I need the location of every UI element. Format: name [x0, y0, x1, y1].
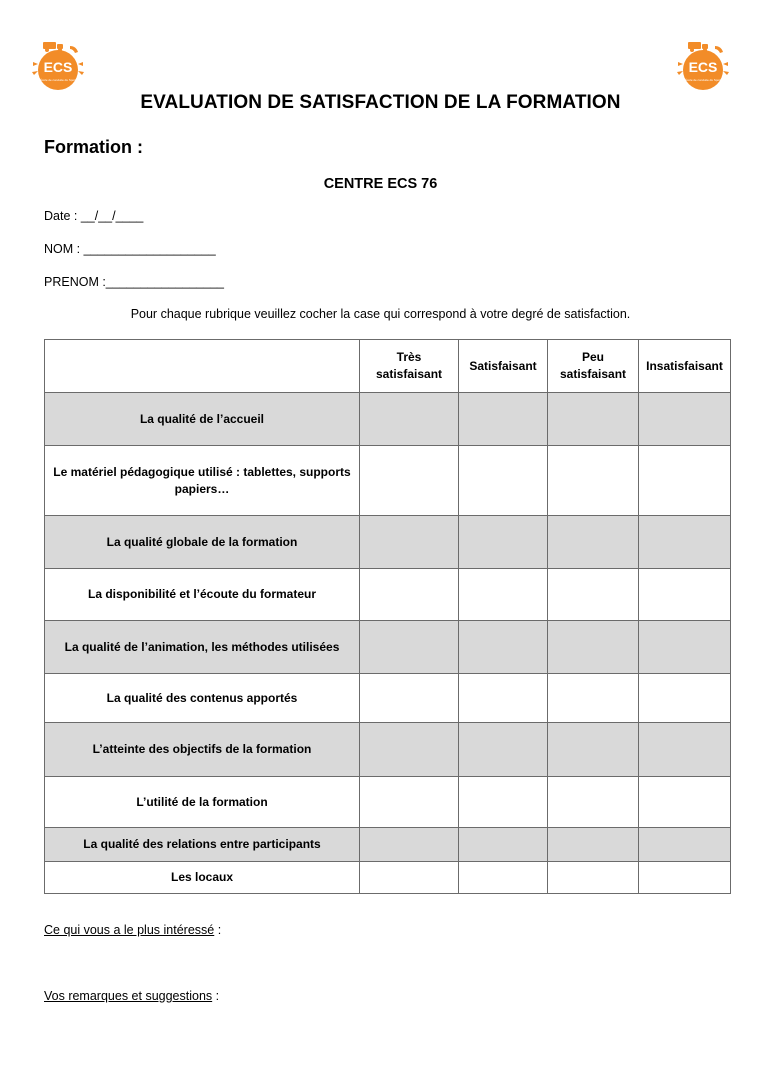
- checkbox-cell[interactable]: [639, 393, 731, 446]
- logo-tagline: École de conduite du Sport: [684, 78, 722, 82]
- centre-name: CENTRE ECS 76: [323, 176, 438, 192]
- row-label: La qualité de l’animation, les méthodes utilisées: [45, 621, 360, 674]
- date-field[interactable]: Date : __/__/____: [44, 209, 144, 223]
- table-row: [45, 828, 731, 862]
- nom-field[interactable]: NOM : ___________________: [44, 242, 216, 256]
- row-label: La qualité globale de la formation: [45, 516, 360, 569]
- checkbox-cell[interactable]: [360, 393, 459, 446]
- row-label: Le matériel pédagogique utilisé : tablettes, supports papiers…: [45, 446, 360, 516]
- header-peu-satisfaisant: Peu satisfaisant: [548, 340, 639, 393]
- ecs-logo-right: [675, 40, 731, 92]
- checkbox-cell[interactable]: [360, 446, 459, 516]
- checkbox-cell[interactable]: [548, 569, 639, 621]
- checkbox-cell[interactable]: [639, 862, 731, 894]
- header-insatisfaisant: Insatisfaisant: [639, 340, 731, 393]
- checkbox-cell[interactable]: [459, 674, 548, 723]
- checkbox-cell[interactable]: [639, 621, 731, 674]
- checkbox-cell[interactable]: [548, 674, 639, 723]
- checkbox-cell[interactable]: [459, 828, 548, 862]
- header-tres-satisfaisant: Très satisfaisant: [360, 340, 459, 393]
- table-row: [45, 516, 731, 569]
- checkbox-cell[interactable]: [548, 723, 639, 777]
- checkbox-cell[interactable]: [548, 621, 639, 674]
- checkbox-cell[interactable]: [548, 393, 639, 446]
- checkbox-cell[interactable]: [459, 516, 548, 569]
- checkbox-cell[interactable]: [360, 777, 459, 828]
- checkbox-cell[interactable]: [459, 862, 548, 894]
- logo-text: ECS: [688, 59, 718, 75]
- checkbox-cell[interactable]: [360, 674, 459, 723]
- row-label: La qualité des relations entre participants: [45, 828, 360, 862]
- checkbox-cell[interactable]: [639, 723, 731, 777]
- checkbox-cell[interactable]: [548, 777, 639, 828]
- row-label: La disponibilité et l’écoute du formateur: [45, 569, 360, 621]
- checkbox-cell[interactable]: [548, 828, 639, 862]
- checkbox-cell[interactable]: [360, 862, 459, 894]
- table-row: [45, 393, 731, 446]
- table-header-row: [45, 340, 731, 393]
- table-row: [45, 569, 731, 621]
- table-row: [45, 777, 731, 828]
- checkbox-cell[interactable]: [459, 393, 548, 446]
- row-label: La qualité des contenus apportés: [45, 674, 360, 723]
- table-row: [45, 674, 731, 723]
- header-criteria: [45, 340, 360, 393]
- table-row: [45, 862, 731, 894]
- header-satisfaisant: Satisfaisant: [459, 340, 548, 393]
- remarks-question-label: Vos remarques et suggestions: [44, 989, 213, 1003]
- checkbox-cell[interactable]: [459, 569, 548, 621]
- satisfaction-table: [44, 339, 731, 894]
- table-row: [45, 446, 731, 516]
- checkbox-cell[interactable]: [639, 446, 731, 516]
- checkbox-cell[interactable]: [360, 621, 459, 674]
- checkbox-cell[interactable]: [639, 516, 731, 569]
- checkbox-cell[interactable]: [360, 828, 459, 862]
- table-row: [45, 621, 731, 674]
- remarks-question-colon: :: [212, 989, 220, 1003]
- row-label: L’utilité de la formation: [45, 777, 360, 828]
- interest-question-colon: :: [214, 923, 222, 937]
- row-label: La qualité de l’accueil: [45, 393, 360, 446]
- checkbox-cell[interactable]: [459, 621, 548, 674]
- checkbox-cell[interactable]: [639, 828, 731, 862]
- checkbox-cell[interactable]: [459, 777, 548, 828]
- remarks-question: [44, 989, 219, 1003]
- instruction-text: Pour chaque rubrique veuillez cocher la case qui correspond à votre degré de satisfaction.: [130, 307, 631, 321]
- checkbox-cell[interactable]: [639, 674, 731, 723]
- logo-tagline: École de conduite du Sport: [39, 78, 77, 82]
- checkbox-cell[interactable]: [639, 777, 731, 828]
- checkbox-cell[interactable]: [639, 569, 731, 621]
- checkbox-cell[interactable]: [548, 862, 639, 894]
- checkbox-cell[interactable]: [459, 446, 548, 516]
- checkbox-cell[interactable]: [548, 446, 639, 516]
- interest-question-label: Ce qui vous a le plus intéressé: [44, 923, 215, 937]
- checkbox-cell[interactable]: [459, 723, 548, 777]
- logo-text: ECS: [43, 59, 73, 75]
- checkbox-cell[interactable]: [360, 569, 459, 621]
- interest-question: [44, 923, 221, 937]
- checkbox-cell[interactable]: [360, 723, 459, 777]
- formation-label: Formation :: [44, 137, 143, 157]
- table-row: [45, 723, 731, 777]
- page-title: EVALUATION DE SATISFACTION DE LA FORMATION: [140, 92, 621, 113]
- row-label: L’atteinte des objectifs de la formation: [45, 723, 360, 777]
- prenom-field[interactable]: PRENOM :_________________: [44, 275, 224, 289]
- checkbox-cell[interactable]: [548, 516, 639, 569]
- ecs-logo-left: [30, 40, 86, 92]
- checkbox-cell[interactable]: [360, 516, 459, 569]
- row-label: Les locaux: [45, 862, 360, 894]
